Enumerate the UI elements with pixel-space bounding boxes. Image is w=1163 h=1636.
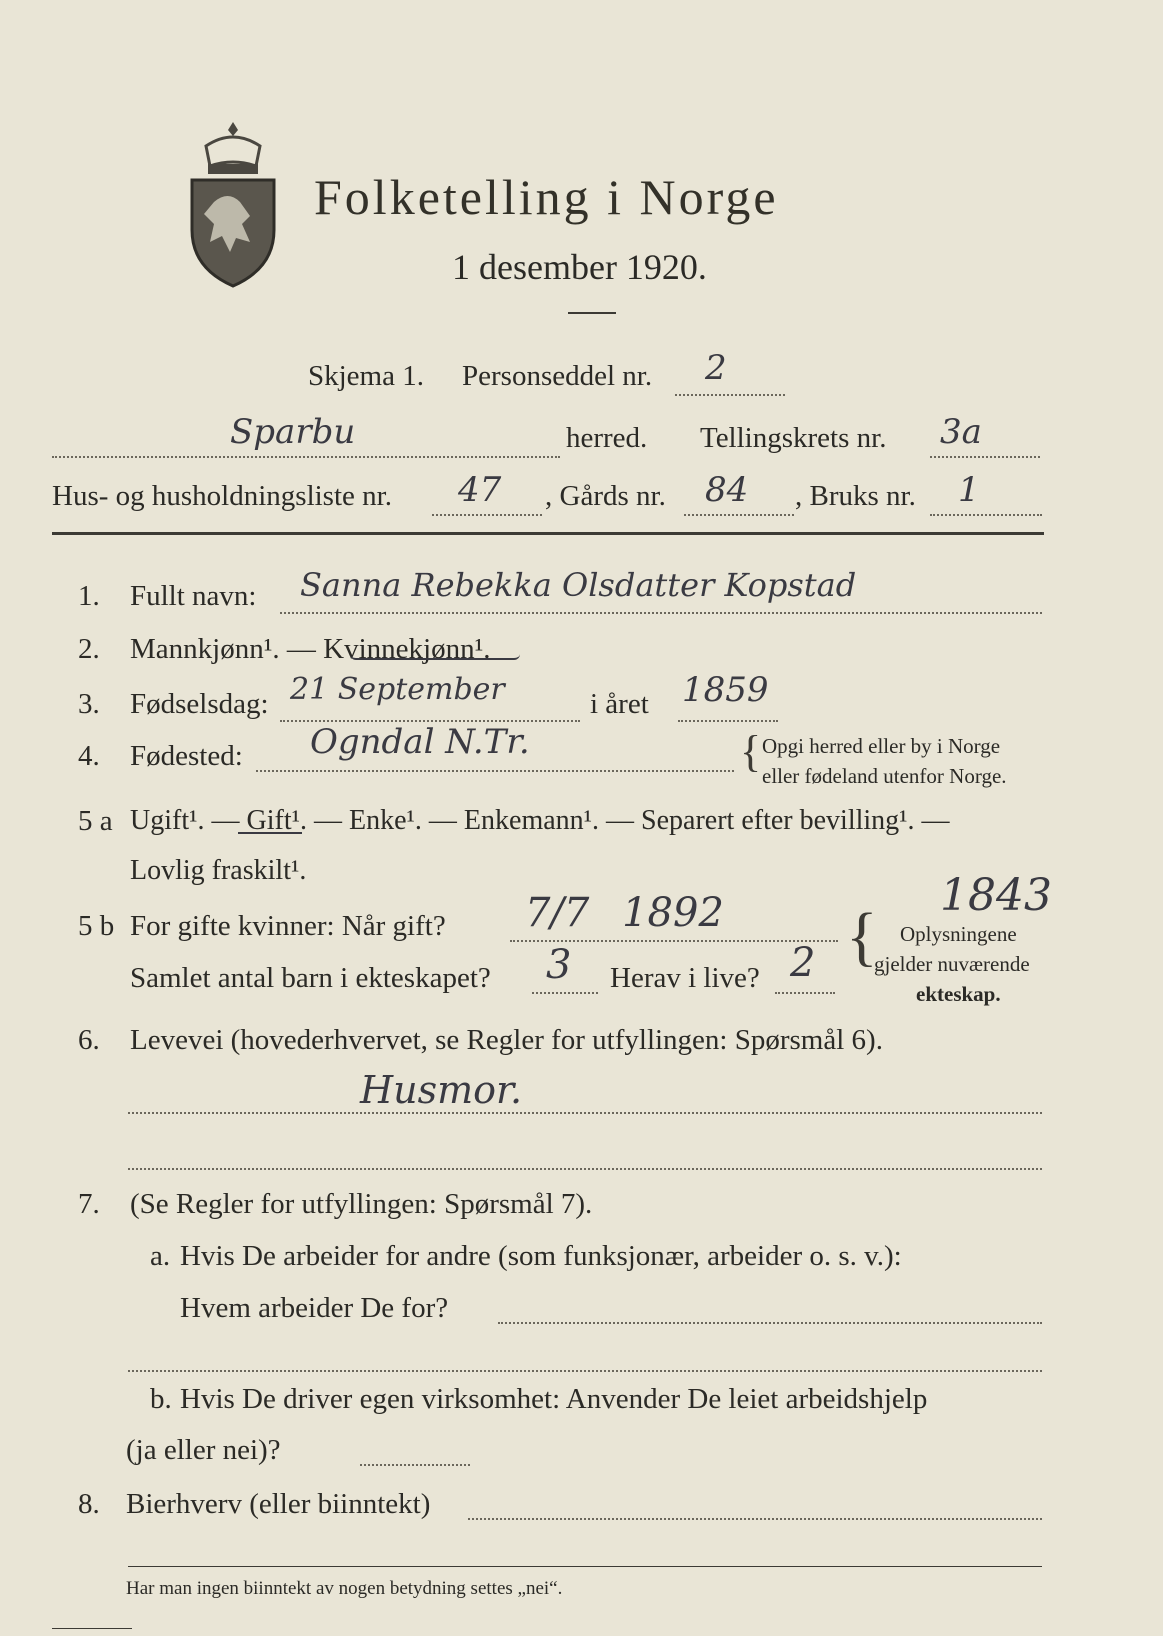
q3-birth-year: 1859 xyxy=(682,670,769,710)
q5b-children-label: Samlet antal barn i ekteskapet? xyxy=(130,962,491,994)
header-divider xyxy=(52,532,1044,535)
herred-label: herred. xyxy=(566,422,648,454)
census-date: 1 desember 1920. xyxy=(452,247,707,287)
q7b-label: Hvis De driver egen virksomhet: Anvender De leiet arbeidshjelp xyxy=(180,1383,928,1415)
q5b-brace: { xyxy=(846,900,878,973)
q3-number: 3. xyxy=(78,688,100,720)
footer-note: Har man ingen biinntekt av nogen betydning settes „nei“. xyxy=(126,1578,563,1599)
q7a-label-2: Hvem arbeider De for? xyxy=(180,1292,449,1324)
herred-value: Sparbu xyxy=(230,412,356,452)
q5b-children-value: 3 xyxy=(546,942,572,988)
q4-brace: { xyxy=(740,727,762,776)
q7b-letter: b. xyxy=(150,1383,172,1415)
q1-full-name: Sanna Rebekka Olsdatter Kopstad xyxy=(300,566,857,604)
q4-note-2: eller fødeland utenfor Norge. xyxy=(762,764,1007,788)
q5b-alive-value: 2 xyxy=(790,940,816,986)
q5b-note-1: Oplysningene xyxy=(900,922,1017,946)
personseddel-label: Personseddel nr. xyxy=(462,360,653,392)
q5b-number: 5 b xyxy=(78,910,115,942)
bruks-value: 1 xyxy=(958,470,980,510)
q8-label: Bierhverv (eller biinntekt) xyxy=(126,1488,431,1520)
q6-number: 6. xyxy=(78,1024,100,1056)
q5b-note-2: gjelder nuværende xyxy=(874,952,1030,976)
q7b-label-2: (ja eller nei)? xyxy=(126,1434,281,1466)
q7-label: (Se Regler for utfyllingen: Spørsmål 7). xyxy=(130,1188,593,1220)
gards-value: 84 xyxy=(705,470,749,510)
q4-birthplace: Ogndal N.Tr. xyxy=(310,722,530,762)
q2-sex-options: Mannkjønn¹. — Kvinnekjønn¹. xyxy=(130,633,491,665)
q5a-marital-options: Ugift¹. — Gift¹. — Enke¹. — Enkemann¹. — Separert efter bevilling¹. — xyxy=(130,805,950,836)
q3-year-label: i året xyxy=(590,688,649,720)
husliste-label: Hus- og husholdningsliste nr. xyxy=(52,480,392,512)
personseddel-value: 2 xyxy=(705,348,727,388)
q3-birth-date: 21 September xyxy=(290,672,505,707)
q2-number: 2. xyxy=(78,633,100,665)
q6-occupation: Husmor. xyxy=(360,1068,523,1112)
q4-note-1: Opgi herred eller by i Norge xyxy=(762,734,1001,758)
bruks-label: , Bruks nr. xyxy=(795,480,916,512)
q1-number: 1. xyxy=(78,580,100,612)
q3-label: Fødselsdag: xyxy=(130,688,269,720)
skjema-label: Skjema 1. xyxy=(308,360,424,392)
q5b-label: For gifte kvinner: Når gift? xyxy=(130,910,446,942)
q7a-label: Hvis De arbeider for andre (som funksjonær, arbeider o. s. v.): xyxy=(180,1240,902,1272)
q4-label: Fødested: xyxy=(130,740,243,772)
q5b-note-3: ekteskap. xyxy=(916,982,1001,1006)
q5a-underline-mark xyxy=(238,826,302,834)
q5b-marriage-date: 7/7 1892 xyxy=(525,890,724,936)
title-divider xyxy=(568,312,616,314)
q1-label: Fullt navn: xyxy=(130,580,257,612)
q5a-line-2: Lovlig fraskilt¹. xyxy=(130,855,307,886)
q5a-number: 5 a xyxy=(78,805,113,837)
gards-label: , Gårds nr. xyxy=(545,480,666,512)
q5b-alive-label: Herav i live? xyxy=(610,962,760,994)
q4-number: 4. xyxy=(78,740,100,772)
q7-number: 7. xyxy=(78,1188,100,1220)
q5b-margin-note: 1843 xyxy=(940,870,1052,921)
form-title: Folketelling i Norge xyxy=(314,169,779,225)
q2-underline-mark xyxy=(350,652,520,660)
norwegian-coat-of-arms-icon xyxy=(184,118,282,288)
tellingskrets-label: Tellingskrets nr. xyxy=(700,422,887,454)
q7a-letter: a. xyxy=(150,1240,171,1272)
q8-number: 8. xyxy=(78,1488,100,1520)
tellingskrets-value: 3a xyxy=(940,412,982,452)
q6-label: Levevei (hovederhvervet, se Regler for utfyllingen: Spørsmål 6). xyxy=(130,1024,883,1056)
husliste-value: 47 xyxy=(458,470,502,510)
